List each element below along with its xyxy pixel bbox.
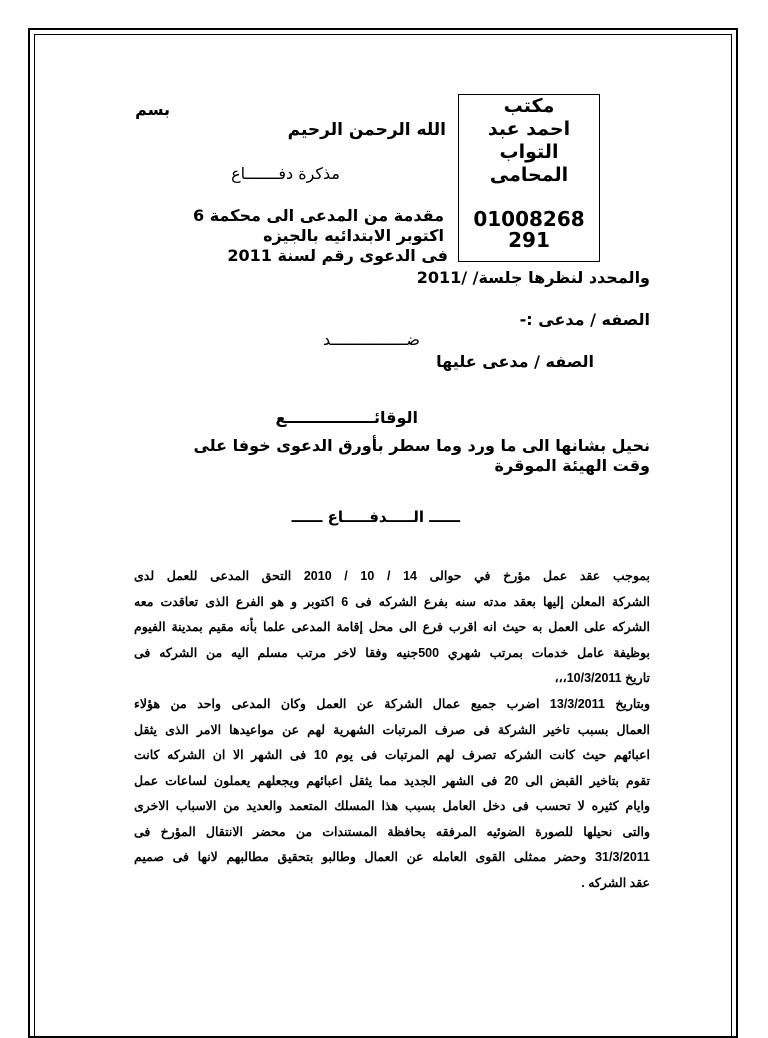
office-phone-cont: 291 bbox=[508, 228, 550, 252]
law-office-box bbox=[458, 94, 600, 262]
office-phone: 01008268 bbox=[473, 207, 585, 231]
paragraph-line: عقد الشركه . bbox=[581, 875, 650, 890]
bismillah-first: بسم bbox=[135, 100, 170, 119]
submitted-to-line-1: مقدمة من المدعى الى محكمة 6 bbox=[193, 206, 444, 225]
paragraph-line: تقوم بتاخير القبض الى 20 فى الشهر الجديد مما يثقل اعبائهم ويجعلهم يعملون لساعات عمل bbox=[134, 773, 650, 788]
paragraph-line: والتى نحيلها للصورة الضوئيه المرفقه بحافظة المستندات من محضر الانتقال المؤرخ فى bbox=[134, 824, 650, 839]
plaintiff-label: الصفه / مدعى :- bbox=[519, 310, 650, 329]
session-date-line: والمحدد لنظرها جلسة/ /2011 bbox=[416, 268, 650, 287]
case-number-line: فى الدعوى رقم لسنة 2011 bbox=[227, 246, 448, 265]
paragraph-line: بموجب عقد عمل مؤرخ في حوالى 14 / 10 / 2010 التحق المدعى للعمل لدى bbox=[134, 569, 650, 583]
memo-title: مذكرة دفـــــــاع bbox=[231, 164, 340, 183]
paragraph-line: الشركه على العمل به حيث انه اقرب فرع الى محل إقامة المدعى علما بأنه مقيم بمدينة الفيوم bbox=[134, 620, 650, 634]
office-line: مكتب bbox=[503, 95, 555, 117]
office-line: التواب bbox=[499, 141, 559, 163]
defense-paragraph-2 bbox=[134, 692, 650, 896]
defense-paragraph-1 bbox=[134, 564, 650, 692]
defense-title: ــــــ الـــــدفـــــاع ــــــ bbox=[291, 508, 460, 526]
paragraph-line: وايام كثيره لا تحسب فى دخل العامل بسبب هذا المسلك المتعمد والعديد من الاسباب الاخرى bbox=[134, 799, 650, 813]
office-line: احمد عبد bbox=[487, 118, 571, 140]
paragraph-line: تاريخ 10/3/2011،،، bbox=[554, 671, 650, 685]
office-line: المحامى bbox=[489, 164, 569, 186]
facts-title: الوقائــــــــــــــــع bbox=[275, 408, 418, 427]
paragraph-line: وبتاريخ 13/3/2011 اضرب جميع عمال الشركة عن العمل وكان المدعى واحد من هؤلاء bbox=[134, 697, 651, 711]
paragraph-line: العمال بسبب تاخير الشركة فى صرف المرتبات الشهرية لهم عن مواعيدها الامر الذى يثقل bbox=[134, 722, 650, 737]
facts-line-2: وقت الهيئة الموقرة bbox=[494, 456, 650, 475]
facts-line-1: نحيل بشانها الى ما ورد وما سطر بأورق الدعوى خوفا على bbox=[193, 436, 650, 455]
defendant-label: الصفه / مدعى عليها bbox=[436, 352, 594, 371]
against-label: ضــــــــــــــــد bbox=[323, 330, 420, 349]
paragraph-line: الشركة المعلن إليها بعقد مدته سنه بفرع الشركه فى 6 اكتوبر و هو الفرع الذى تعاقدت معه bbox=[134, 594, 651, 609]
paragraph-line: اعبائهم حيث كانت الشركه تصرف لهم المرتبات فى يوم 10 فى الشهر الا ان الشركه كانت bbox=[134, 748, 651, 762]
submitted-to-line-2: اكتوبر الابتدائيه بالجيزه bbox=[263, 226, 444, 245]
paragraph-line: 31/3/2011 وحضر ممثلى القوى العامله عن العمال وطالبو بتحقيق مطالبهم لانها فى صميم bbox=[134, 850, 650, 864]
bismillah-rest: الله الرحمن الرحيم bbox=[287, 120, 446, 140]
paragraph-line: بوظيفة عامل خدمات بمرتب شهري 500جنيه وفقا لاخر مرتب مسلم اليه من الشركه فى bbox=[134, 645, 650, 660]
